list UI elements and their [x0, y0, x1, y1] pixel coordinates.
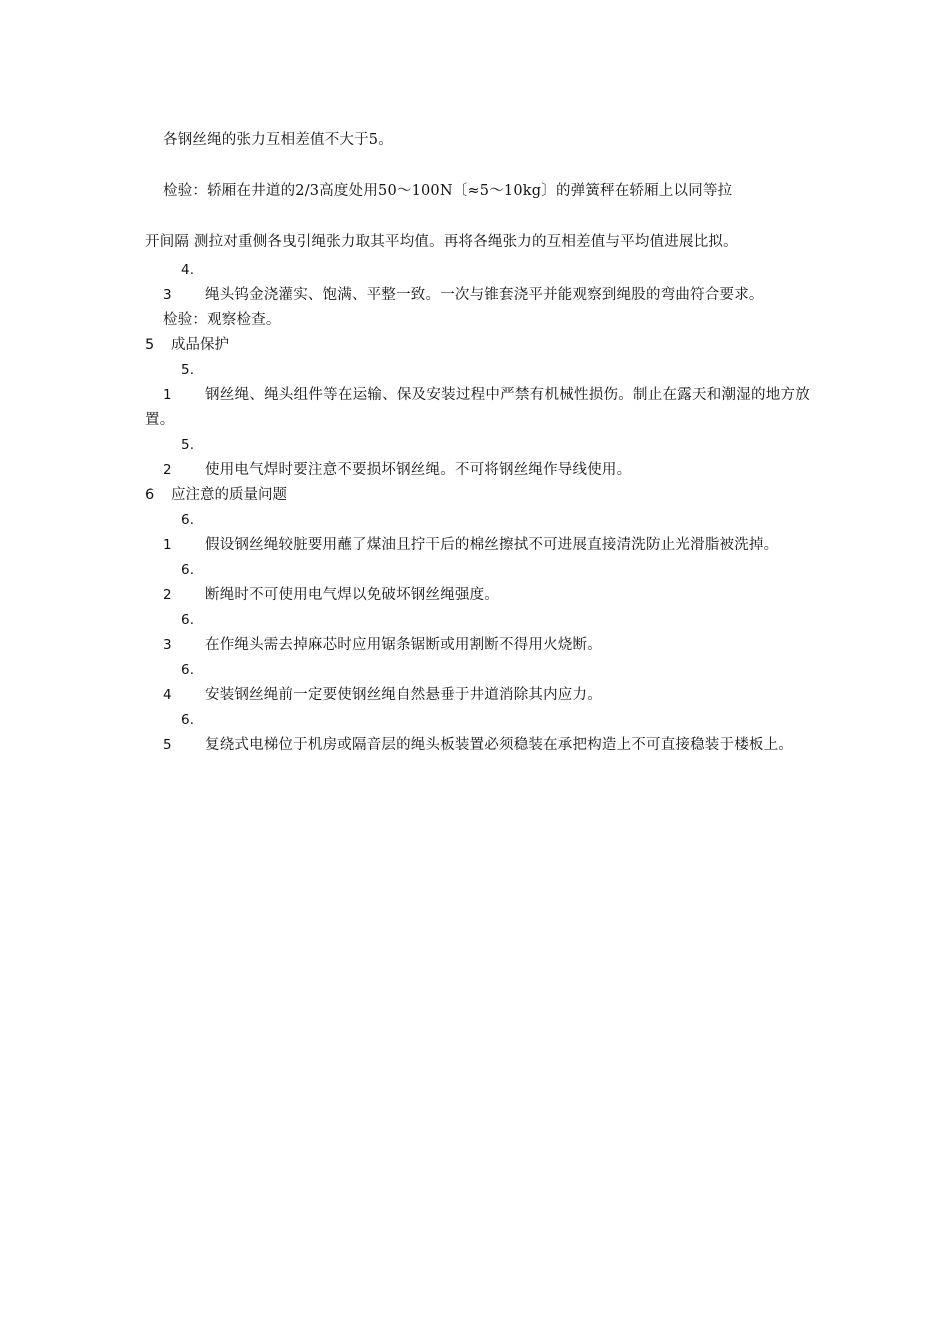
section-number: 6. 4	[163, 662, 195, 703]
heading-title: 应注意的质量问题	[171, 487, 287, 503]
section-text: 在作绳头需去掉麻芯时应用锯条锯断或用割断不得用火烧断。	[205, 637, 602, 653]
heading-section-6	[145, 483, 810, 508]
paragraph-inspection-method: 检验：轿厢在井道的2/3高度处用50～100N〔≈5～10kg〕的弹簧秤在轿厢上以同等拉	[163, 183, 733, 199]
section-6-3	[145, 608, 810, 658]
heading-number: 6	[145, 487, 155, 503]
section-6-5	[145, 708, 810, 758]
section-5-1	[145, 358, 810, 433]
section-number: 6. 1	[163, 512, 195, 553]
document-page	[145, 128, 810, 758]
section-text: 假设钢丝绳较脏要用蘸了煤油且拧干后的棉丝擦拭不可进展直接清洗防止光滑脂被洗掉。	[205, 537, 779, 553]
section-number: 4. 3	[163, 262, 195, 303]
paragraph-inspection-observe: 检验：观察检查。	[163, 312, 281, 328]
section-text: 安装钢丝绳前一定要使钢丝绳自然悬垂于井道消除其内应力。	[205, 687, 602, 703]
section-number: 5. 1	[163, 362, 195, 403]
section-6-4	[145, 658, 810, 708]
section-text: 复绕式电梯位于机房或隔音层的绳头板装置必须稳装在承把构造上不可直接稳装于楼板上。	[205, 737, 793, 753]
section-5-2	[145, 433, 810, 483]
section-text: 钢丝绳、绳头组件等在运输、保及安装过程中严禁有机械性损伤。制止在露天和潮湿的地方放置。	[145, 387, 810, 428]
paragraph-inspection-method-cont: 开间隔 测拉对重侧各曳引绳张力取其平均值。再将各绳张力的互相差值与平均值进展比拟。	[145, 234, 738, 250]
section-number: 5. 2	[163, 437, 195, 478]
section-number: 6. 3	[163, 612, 195, 653]
section-6-2	[145, 558, 810, 608]
section-text: 断绳时不可使用电气焊以免破坏钢丝绳强度。	[205, 587, 499, 603]
heading-number: 5	[145, 337, 155, 353]
heading-section-5	[145, 333, 810, 358]
section-text: 绳头钨金浇灌实、饱满、平整一致。一次与锥套浇平并能观察到绳股的弯曲符合要求。	[205, 287, 764, 303]
section-6-1	[145, 508, 810, 558]
section-4-3	[145, 258, 810, 308]
heading-title: 成品保护	[171, 337, 229, 353]
section-number: 6. 5	[163, 712, 195, 753]
section-text: 使用电气焊时要注意不要损坏钢丝绳。不可将钢丝绳作导线使用。	[205, 462, 632, 478]
section-number: 6. 2	[163, 562, 195, 603]
paragraph-tension-difference: 各钢丝绳的张力互相差值不大于5。	[163, 132, 393, 148]
